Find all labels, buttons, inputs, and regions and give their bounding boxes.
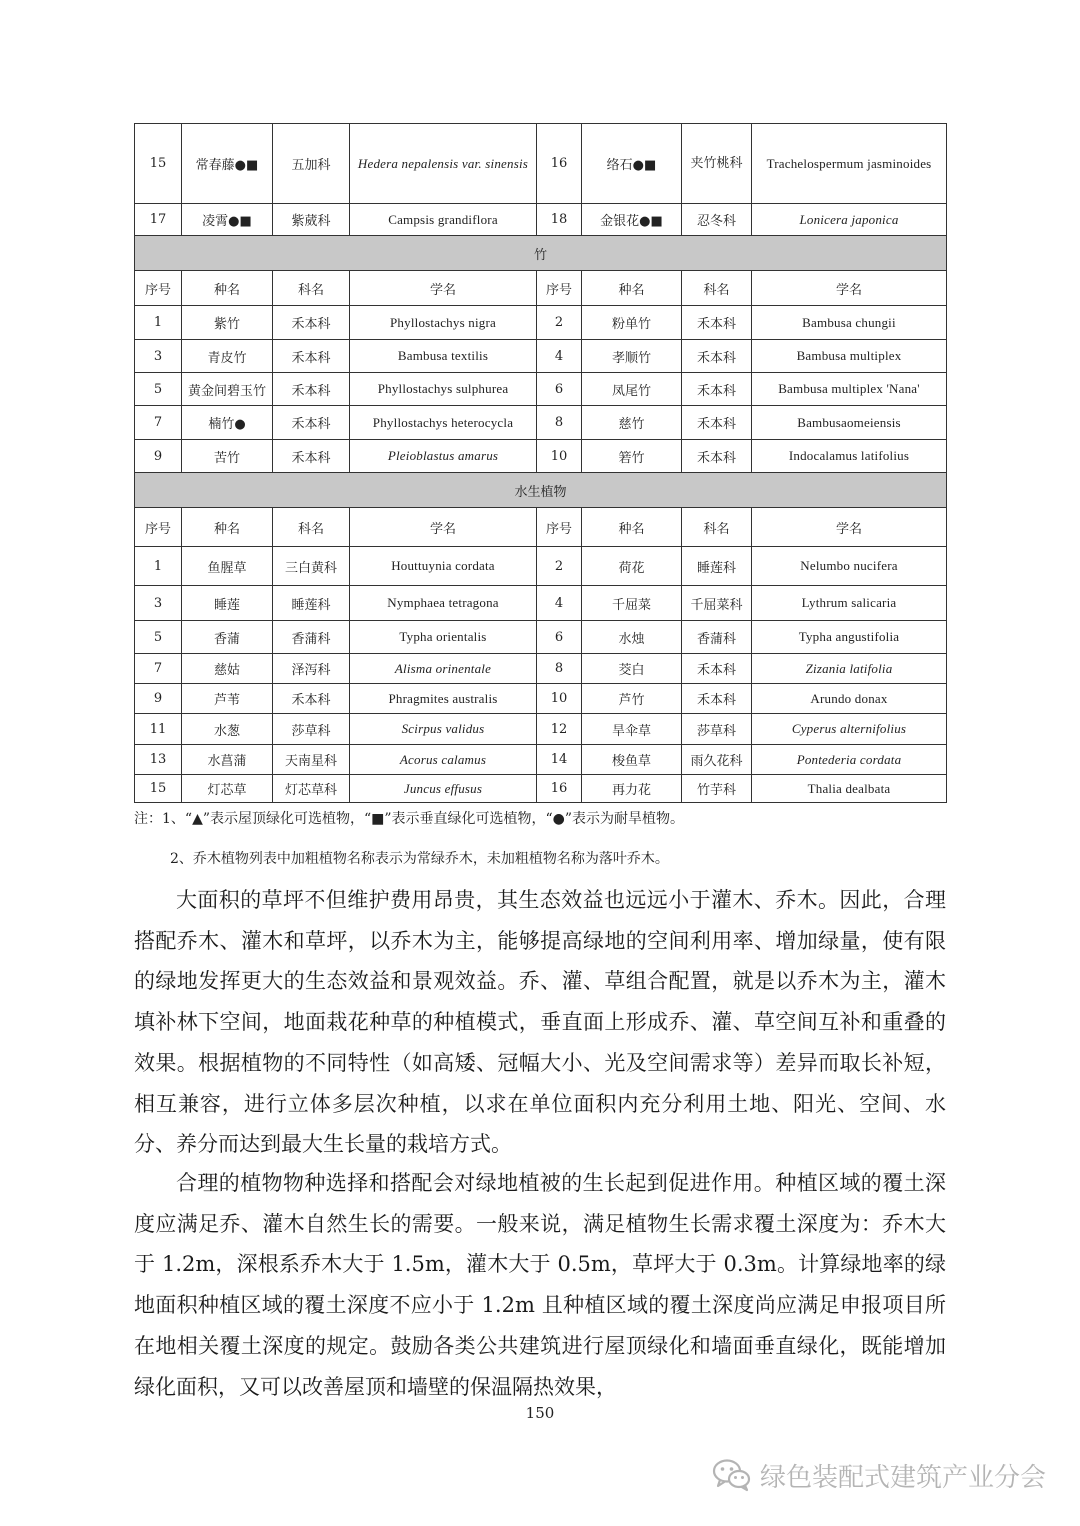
table-row <box>135 340 947 373</box>
scientific-name-cell: Lythrum salicaria <box>752 586 947 621</box>
species-name-cell: 芦苇 <box>182 684 273 714</box>
scientific-name-cell: Lonicera japonica <box>752 204 947 236</box>
family-cell: 泽泻科 <box>273 654 350 684</box>
scientific-name-cell: Pontederia cordata <box>752 745 947 775</box>
table-row <box>135 684 947 714</box>
serial-cell: 13 <box>135 745 182 775</box>
scientific-name-cell: Phyllostachys heterocycla <box>350 406 537 440</box>
header-species: 种名 <box>182 508 273 547</box>
header-scientific: 学名 <box>752 271 947 306</box>
header-family: 科名 <box>273 271 350 306</box>
serial-cell: 6 <box>537 373 582 406</box>
page-number: 150 <box>525 1404 555 1422</box>
watermark-text: 绿色装配式建筑产业分会 <box>759 1462 1046 1493</box>
family-cell: 禾本科 <box>273 340 350 373</box>
species-name-cell: 水菖蒲 <box>182 745 273 775</box>
species-name-cell: 凤尾竹 <box>582 373 682 406</box>
family-cell: 禾本科 <box>273 684 350 714</box>
table-row <box>135 714 947 745</box>
family-cell: 三白黄科 <box>273 547 350 586</box>
species-name-cell: 慈姑 <box>182 654 273 684</box>
family-cell: 禾本科 <box>682 654 752 684</box>
species-name-cell: 梭鱼草 <box>582 745 682 775</box>
family-cell: 千屈菜科 <box>682 586 752 621</box>
column-header-row <box>135 271 947 306</box>
species-name-cell: 黄金间碧玉竹 <box>182 373 273 406</box>
table-row <box>135 745 947 775</box>
header-species: 种名 <box>582 508 682 547</box>
table-note-1: 注：1、“▲”表示屋顶绿化可选植物，“■”表示垂直绿化可选植物，“●”表示为耐旱植物。 <box>134 811 685 827</box>
species-name-cell: 常春藤●■ <box>182 124 273 204</box>
family-cell: 禾本科 <box>682 440 752 473</box>
family-cell: 禾本科 <box>682 340 752 373</box>
species-name-cell: 旱伞草 <box>582 714 682 745</box>
header-family: 科名 <box>273 508 350 547</box>
species-name-cell: 水葱 <box>182 714 273 745</box>
table-row <box>135 621 947 654</box>
species-name-cell: 香蒲 <box>182 621 273 654</box>
scientific-name-cell: Bambusaomeiensis <box>752 406 947 440</box>
header-species: 种名 <box>582 271 682 306</box>
family-cell: 禾本科 <box>273 406 350 440</box>
scientific-name-cell: Bambusa textilis <box>350 340 537 373</box>
scientific-name-cell: Bambusa multiplex <box>752 340 947 373</box>
family-cell: 睡莲科 <box>273 586 350 621</box>
family-cell: 禾本科 <box>682 373 752 406</box>
serial-cell: 9 <box>135 684 182 714</box>
scientific-name-cell: Phragmites australis <box>350 684 537 714</box>
table-row <box>135 306 947 340</box>
scientific-name-cell: Typha angustifolia <box>752 621 947 654</box>
family-cell: 莎草科 <box>273 714 350 745</box>
species-name-cell: 睡莲 <box>182 586 273 621</box>
serial-cell: 4 <box>537 340 582 373</box>
serial-cell: 8 <box>537 654 582 684</box>
species-name-cell: 孝顺竹 <box>582 340 682 373</box>
family-cell: 禾本科 <box>682 306 752 340</box>
paragraph-text: 大面积的草坪不但维护费用昂贵，其生态效益也远远小于灌木、乔木。因此，合理搭配乔木、灌木和草坪，以乔木为主，能够提高绿地的空间利用率、增加绿量，使有限的绿地发挥更大的生态效益和景观效益。乔、灌、草组合配置，就是以乔木为主，灌木填补林下空间，地面栽花种草的种植模式，垂直面上形成乔、灌、草空间互补和重叠的效果。根据植物的不同特性（如高矮、冠幅大小、光及空间需求等）差异而取长补短，相互兼容，进行立体多层次种植，以求在单位面积内充分利用土地、阳光、空间、水分、养分而达到最大生长量的栽培方式。 <box>134 888 946 1157</box>
serial-cell: 1 <box>135 547 182 586</box>
family-cell: 禾本科 <box>273 373 350 406</box>
serial-cell: 16 <box>537 124 582 204</box>
scientific-name-cell: Scirpus validus <box>350 714 537 745</box>
serial-cell: 5 <box>135 373 182 406</box>
serial-cell: 9 <box>135 440 182 473</box>
table-row <box>135 373 947 406</box>
species-name-cell: 千屈菜 <box>582 586 682 621</box>
body-paragraph-2 <box>134 1163 946 1407</box>
table-row <box>135 775 947 803</box>
scientific-name-cell: Nelumbo nucifera <box>752 547 947 586</box>
watermark <box>712 1455 1046 1495</box>
table-row <box>135 547 947 586</box>
serial-cell: 3 <box>135 340 182 373</box>
scientific-name-cell: Acorus calamus <box>350 745 537 775</box>
serial-cell: 15 <box>135 124 182 204</box>
table-row <box>135 586 947 621</box>
scientific-name-cell: Juncus effusus <box>350 775 537 803</box>
scientific-name-cell: Pleioblastus amarus <box>350 440 537 473</box>
serial-cell: 10 <box>537 684 582 714</box>
species-name-cell: 青皮竹 <box>182 340 273 373</box>
section-title: 竹 <box>135 236 947 271</box>
scientific-name-cell: Indocalamus latifolius <box>752 440 947 473</box>
wechat-icon <box>712 1458 752 1492</box>
header-scientific: 学名 <box>350 508 537 547</box>
scientific-name-cell: Nymphaea tetragona <box>350 586 537 621</box>
table-row <box>135 204 947 236</box>
table-row <box>135 406 947 440</box>
serial-cell: 3 <box>135 586 182 621</box>
family-cell: 竹芋科 <box>682 775 752 803</box>
family-cell: 天南星科 <box>273 745 350 775</box>
family-cell: 莎草科 <box>682 714 752 745</box>
section-header-aquatic <box>135 473 947 508</box>
family-cell: 紫葳科 <box>273 204 350 236</box>
table-row <box>135 440 947 473</box>
body-paragraph-1 <box>134 880 946 1165</box>
family-cell: 禾本科 <box>273 306 350 340</box>
species-name-cell: 络石●■ <box>582 124 682 204</box>
family-cell: 灯芯草科 <box>273 775 350 803</box>
scientific-name-cell: Zizania latifolia <box>752 654 947 684</box>
header-species: 种名 <box>182 271 273 306</box>
table-note-2: 2、乔木植物列表中加粗植物名称表示为常绿乔木，未加粗植物名称为落叶乔木。 <box>170 851 669 867</box>
serial-cell: 4 <box>537 586 582 621</box>
family-cell: 五加科 <box>273 124 350 204</box>
plant-table <box>134 123 947 803</box>
serial-cell: 2 <box>537 547 582 586</box>
serial-cell: 6 <box>537 621 582 654</box>
scientific-name-cell: Bambusa multiplex 'Nana' <box>752 373 947 406</box>
scientific-name-cell: Trachelospermum jasminoides <box>752 124 947 204</box>
section-header-bamboo <box>135 236 947 271</box>
serial-cell: 18 <box>537 204 582 236</box>
family-cell: 禾本科 <box>682 406 752 440</box>
family-cell: 夹竹桃科 <box>682 124 752 204</box>
scientific-name-cell: Arundo donax <box>752 684 947 714</box>
serial-cell: 14 <box>537 745 582 775</box>
serial-cell: 7 <box>135 406 182 440</box>
species-name-cell: 紫竹 <box>182 306 273 340</box>
species-name-cell: 芦竹 <box>582 684 682 714</box>
family-cell: 香蒲科 <box>682 621 752 654</box>
serial-cell: 12 <box>537 714 582 745</box>
header-serial: 序号 <box>135 508 182 547</box>
scientific-name-cell: Cyperus alternifolius <box>752 714 947 745</box>
species-name-cell: 慈竹 <box>582 406 682 440</box>
table-row <box>135 124 947 204</box>
species-name-cell: 再力花 <box>582 775 682 803</box>
species-name-cell: 荷花 <box>582 547 682 586</box>
family-cell: 忍冬科 <box>682 204 752 236</box>
serial-cell: 17 <box>135 204 182 236</box>
species-name-cell: 苦竹 <box>182 440 273 473</box>
section-title: 水生植物 <box>135 473 947 508</box>
serial-cell: 8 <box>537 406 582 440</box>
serial-cell: 10 <box>537 440 582 473</box>
species-name-cell: 金银花●■ <box>582 204 682 236</box>
table-row <box>135 654 947 684</box>
scientific-name-cell: Typha orientalis <box>350 621 537 654</box>
scientific-name-cell: Houttuynia cordata <box>350 547 537 586</box>
species-name-cell: 灯芯草 <box>182 775 273 803</box>
family-cell: 禾本科 <box>273 440 350 473</box>
header-scientific: 学名 <box>350 271 537 306</box>
serial-cell: 15 <box>135 775 182 803</box>
header-scientific: 学名 <box>752 508 947 547</box>
header-family: 科名 <box>682 508 752 547</box>
scientific-name-cell: Phyllostachys sulphurea <box>350 373 537 406</box>
column-header-row <box>135 508 947 547</box>
species-name-cell: 鱼腥草 <box>182 547 273 586</box>
serial-cell: 1 <box>135 306 182 340</box>
scientific-name-cell: Hedera nepalensis var. sinensis <box>350 124 537 204</box>
serial-cell: 7 <box>135 654 182 684</box>
header-serial: 序号 <box>135 271 182 306</box>
scientific-name-cell: Phyllostachys nigra <box>350 306 537 340</box>
scientific-name-cell: Alisma orinentale <box>350 654 537 684</box>
serial-cell: 5 <box>135 621 182 654</box>
species-name-cell: 凌霄●■ <box>182 204 273 236</box>
header-serial: 序号 <box>537 508 582 547</box>
header-family: 科名 <box>682 271 752 306</box>
species-name-cell: 楠竹● <box>182 406 273 440</box>
family-cell: 香蒲科 <box>273 621 350 654</box>
species-name-cell: 茭白 <box>582 654 682 684</box>
species-name-cell: 箬竹 <box>582 440 682 473</box>
species-name-cell: 水烛 <box>582 621 682 654</box>
header-serial: 序号 <box>537 271 582 306</box>
family-cell: 睡莲科 <box>682 547 752 586</box>
scientific-name-cell: Campsis grandiflora <box>350 204 537 236</box>
serial-cell: 11 <box>135 714 182 745</box>
serial-cell: 16 <box>537 775 582 803</box>
serial-cell: 2 <box>537 306 582 340</box>
family-cell: 禾本科 <box>682 684 752 714</box>
family-cell: 雨久花科 <box>682 745 752 775</box>
scientific-name-cell: Bambusa chungii <box>752 306 947 340</box>
scientific-name-cell: Thalia dealbata <box>752 775 947 803</box>
paragraph-text: 合理的植物物种选择和搭配会对绿地植被的生长起到促进作用。种植区域的覆土深度应满足乔、灌木自然生长的需要。一般来说，满足植物生长需求覆土深度为：乔木大于 1.2m，深根系乔木大于 1.5m，灌木大于 0.5m，草坪大于 0.3m。计算绿地率的绿地面积种植区域的覆土深度不应小于 1.2m 且种植区域的覆土深度尚应满足申报项目所在地相关覆土深度的规定。鼓励各类公共建筑进行屋顶绿化和墙面垂直绿化，既能增加绿化面积，又可以改善屋顶和墙壁的保温隔热效果， <box>134 1171 946 1399</box>
species-name-cell: 粉单竹 <box>582 306 682 340</box>
